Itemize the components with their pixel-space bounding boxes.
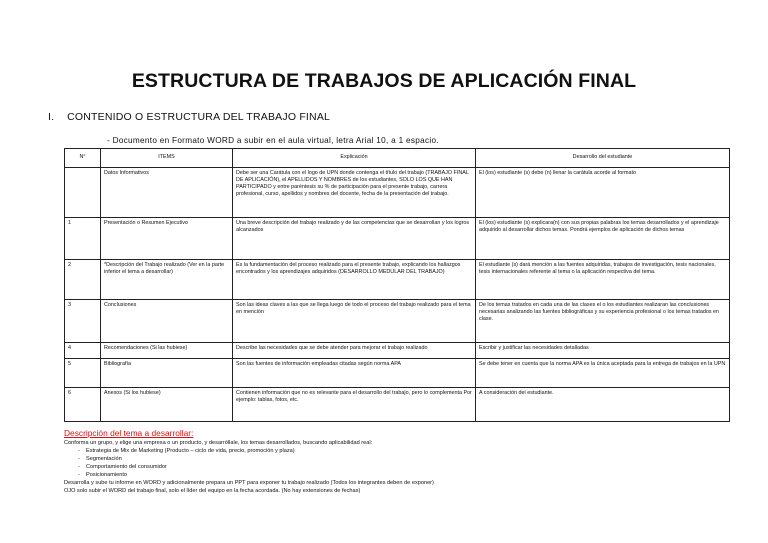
row-explanation: Son las fuentes de información empleadas citadas según norma APA <box>233 359 476 388</box>
row-explanation: Son las ideas claves a las que se llega luego de todo el proceso del trabajo realizado para el tema en mención <box>233 300 476 343</box>
header-student-development: Desarrollo del estudiante <box>476 149 730 168</box>
row-student-development: El (los) estudiante (s) explicara(n) con sus propias palabras los temas desarrollados y el aprendizaje adquirido al desarrollar dichos temas. Pondrá ejemplos de aplicación de dichos temas <box>476 218 730 260</box>
topic-description-title: Descripción del tema a desarrollar: <box>64 428 194 438</box>
table-header-row <box>65 149 730 168</box>
row-student-development: De los temas tratados en cada una de las clases el o los estudiantes realizaran las conclusiones necesarias analizando las fuentes bibliográficas y su experiencia profesional o los temas tratados en clase. <box>476 300 730 343</box>
row-number <box>65 168 101 218</box>
table-row <box>65 343 730 359</box>
row-explanation: Contienen información que no es relevante para el desarrollo del trabajo, pero lo complementa Por ejemplo: tablas, fotos, etc. <box>233 388 476 422</box>
header-items: ITEMS <box>101 149 233 168</box>
format-note: - Documento en Formato WORD a subir en el aula virtual, letra Arial 10, a 1 espacio. <box>107 136 439 145</box>
submission-note: OJO solo subir el WORD del trabajo final, solo el líder del equipo en la fecha acordada. (No hay extensiones de fechas) <box>64 487 361 494</box>
row-student-development: El (los) estudiante (s) debe (n) llenar la carátula acorde al formato <box>476 168 730 218</box>
submission-instruction: Desarrolla y sube tu informe en WORD y adicionalmente prepara un PPT para exponer tu trabajo realizado (Todos los integrantes deben de exponer) <box>64 479 434 486</box>
table-row <box>65 359 730 388</box>
topic-intro: Conforma un grupo, y elige una empresa o un producto, y desarróllale, los temas desarrollados, buscando aplicabilidad real: <box>64 440 373 446</box>
row-item: Presentación o Resumen Ejecutivo <box>101 218 233 260</box>
list-item: - Estrategia de Mix de Marketing (Producto – ciclo de vida, precio, promoción y plaza) <box>64 448 744 456</box>
header-number: N° <box>65 149 101 168</box>
row-student-development: A consideración del estudiante. <box>476 388 730 422</box>
row-student-development: El estudiante (s) dará mención a las fuentes adquiridas, trabajos de investigación, tesis nacionales, tesis internacionales referente al tema o la aplicación respectiva del tema. <box>476 260 730 300</box>
row-number: 3 <box>65 300 101 343</box>
table-row <box>65 168 730 218</box>
row-number: 2 <box>65 260 101 300</box>
row-student-development: Escribir y justificar las necesidades detalladas <box>476 343 730 359</box>
row-number: 1 <box>65 218 101 260</box>
row-explanation: Es la fundamentación del proceso realizado para el presente trabajo, explicando los hallazgos encontrados y los aprendizajes adquiridos (DESARROLLO MEDULAR DEL TRABAJO) <box>233 260 476 300</box>
structure-table <box>64 148 730 422</box>
row-explanation: Describe las necesidades que se debe atender para mejorar el trabajo realizado <box>233 343 476 359</box>
row-item: *Descripción del Trabajo realizado (Ver en la parte inferior el tema a desarrollar) <box>101 260 233 300</box>
table-row <box>65 300 730 343</box>
section-number: I. <box>48 111 55 123</box>
list-item: - Comportamiento del consumidor <box>64 464 744 472</box>
row-item: Datos Informativos <box>101 168 233 218</box>
header-explanation: Explicación <box>233 149 476 168</box>
row-number: 4 <box>65 343 101 359</box>
topic-description <box>64 428 744 496</box>
table-row <box>65 218 730 260</box>
row-explanation: Debe ser una Carátula con el logo de UPN donde contenga el título del trabajo (TRABAJO FINAL DE APLICACIÓN), el APELLIDOS Y NOMBRES de los estudiantes, SOLO LOS QUE HAN PARTICIPADO y entre paréntesis su % de participación para el presente trabajo, carrera profesional, curso, apellidos y nombres del docente, fecha de la presentación del trabajo. <box>233 168 476 218</box>
page-title: ESTRUCTURA DE TRABAJOS DE APLICACIÓN FINAL <box>131 70 637 92</box>
table-row <box>65 260 730 300</box>
row-item: Conclusiones <box>101 300 233 343</box>
row-explanation: Una breve descripción del trabajo realizado y de las competencias que se desarrollan y los logros alcanzados <box>233 218 476 260</box>
row-number: 5 <box>65 359 101 388</box>
section-heading <box>48 111 330 123</box>
table-row <box>65 388 730 422</box>
row-student-development: Se debe tener en cuenta que la norma APA es la única aceptada para la entrega de trabajos en la UPN <box>476 359 730 388</box>
section-heading-text: CONTENIDO O ESTRUCTURA DEL TRABAJO FINAL <box>67 111 331 123</box>
row-item: Recomendaciones (Si las hubiese) <box>101 343 233 359</box>
list-item: - Posicionamiento <box>64 472 744 480</box>
row-number: 6 <box>65 388 101 422</box>
list-item: - Segmentación <box>64 456 744 464</box>
topic-list <box>64 448 744 480</box>
row-item: Anexos (Si los hubiese) <box>101 388 233 422</box>
row-item: Bibliografía <box>101 359 233 388</box>
